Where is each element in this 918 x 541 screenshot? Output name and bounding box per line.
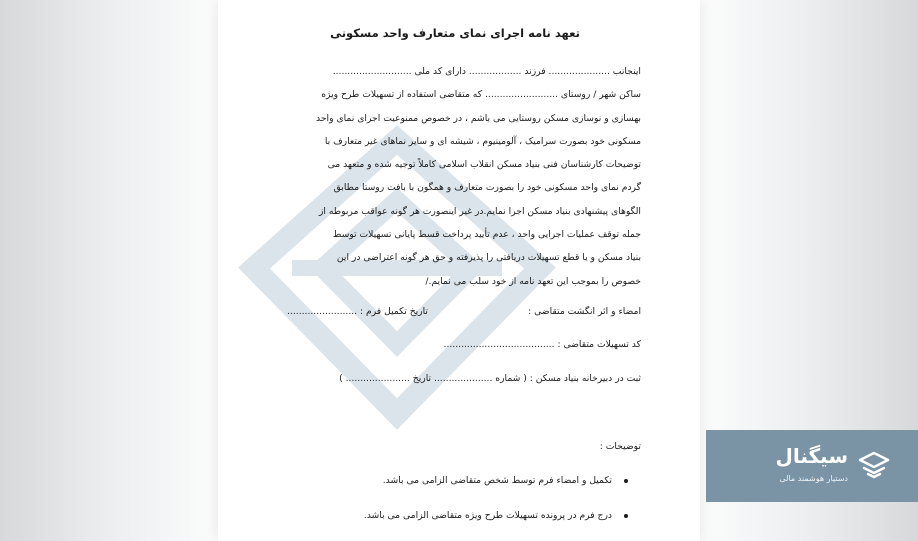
list-item	[383, 475, 628, 486]
notes-heading: توضیحات :	[599, 441, 641, 452]
note-text: درج فرم در پرونده تسهیلات طرح ویژه متقاضی الزامی می باشد.	[363, 510, 612, 521]
bullet-icon	[624, 479, 628, 483]
document-title: تعهد نامه اجرای نمای متعارف واحد مسکونی	[330, 26, 580, 40]
paragraph-line: گردم نمای واحد مسکونی خود را بصورت متعارف و همگون با بافت روستا مطابق	[333, 182, 641, 194]
commitment-paragraph	[269, 60, 641, 293]
paragraph-line: مسکونی خود بصورت سرامیک ، آلومینیوم ، شیشه ای و سایر نماهای غیر متعارف با	[324, 135, 641, 147]
paragraph-line: ساکن شهر / روستای ......................... که متقاضی استفاده از تسهیلات طرح ویژه	[321, 89, 641, 101]
paragraph-line: اینجانب ..................... فرزند .................. دارای کد ملی ...........................	[332, 66, 641, 77]
loan-code-label: کد تسهیلات متقاضی : ......................................	[443, 339, 641, 350]
paragraph-line: خصوص را بموجب این تعهد نامه از خود سلب می نمایم./	[425, 275, 641, 287]
brand-name: سیگنال	[775, 444, 848, 468]
bullet-icon	[624, 514, 628, 518]
paragraph-line: الگوهای پیشنهادی بنیاد مسکن اجرا نمایم.در غیر اینصورت هر گونه عواقب مربوطه از	[318, 205, 641, 217]
paragraph-line: بهسازی و نوسازی مسکن روستایی می باشم ، در خصوص ممنوعیت اجرای نمای واحد	[316, 112, 641, 124]
note-text: تکمیل و امضاء فرم توسط شخص متقاضی الزامی می باشد.	[382, 475, 612, 486]
brand-tagline: دستیار هوشمند مالی	[779, 474, 848, 483]
brand-watermark-badge	[706, 430, 918, 502]
paragraph-line: توضیحات کارشناسان فنی بنیاد مسکن انقلاب اسلامی کاملاً توجیه شده و متعهد می	[327, 159, 641, 171]
registration-label: ثبت در دبیرخانه بنیاد مسکن : ( شماره .................... تاریخ ...................... )	[339, 373, 641, 384]
paragraph-line: بنیاد مسکن و یا قطع تسهیلات دریافتی را پذیرفته و حق هر گونه اعتراضی در این	[336, 252, 641, 264]
signature-label: امضاء و اثر انگشت متقاضی :	[528, 306, 641, 317]
paragraph-line: جمله توقف عملیات اجرایی واحد ، عدم تأیید پرداخت قسط پایانی تسهیلات توسط	[332, 229, 641, 241]
list-item	[364, 510, 628, 521]
form-date-label: تاریخ تکمیل فرم : ........................	[287, 306, 428, 317]
brand-logo-icon	[856, 450, 892, 480]
